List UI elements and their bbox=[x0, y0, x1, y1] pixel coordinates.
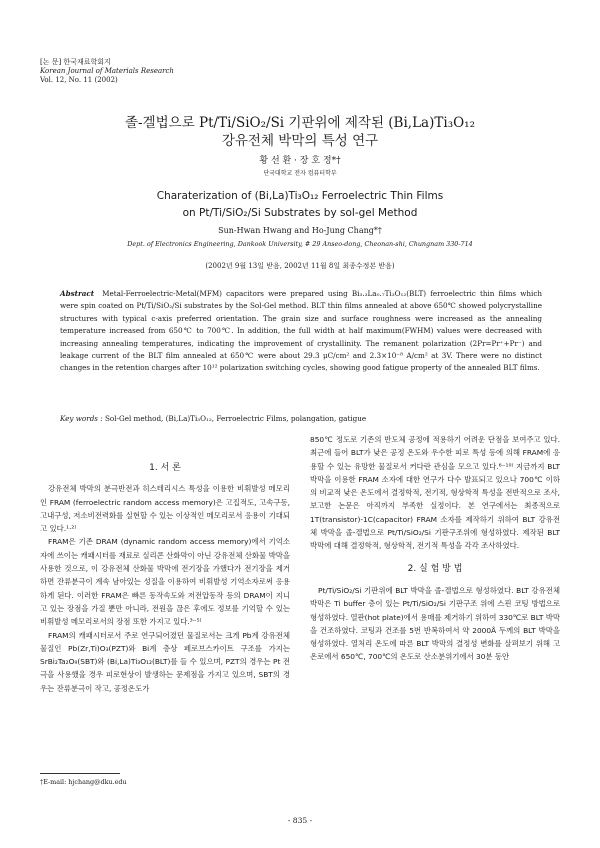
journal-name-en: Korean Journal of Materials Research bbox=[40, 67, 174, 75]
paragraph: FRAM의 캐패시터로서 주로 연구되어졌던 물질로서는 크게 Pb계 강유전체 물질인 Pb(Zr,Ti)O₃(PZT)와 Bi계 층상 페로브스카이트 구조를 가지는 SrBi₂Ta₂O₉(SBT)와 (Bi,La)Ti₃O₁₂(BLT)를 들 수 있으며, PZT의 경우는 Pt 전극을 사용했을 경우 피로현상이 발생하는 문제점을 가지고 있으며, SBT의 경우는 잔류분극이 작고, 공정온도가 bbox=[40, 630, 290, 693]
affiliation-korean: 단국대학교 전자 컴퓨터학부 bbox=[263, 170, 337, 177]
affiliation-english: Dept. of Electronics Engineering, Dankook University, # 29 Anseo-dong, Cheonan-shi, Chungnam 330-714 bbox=[127, 240, 473, 248]
abstract-text: Metal-Ferroelectric-Metal(MFM) capacitors were prepared using Bi₃.₃La₀.₇Ti₃O₁₂(BLT) ferroelectric thin films which were spin coated on Pt/Ti/SiO₂/Si substrates by the Sol-Gel method. BLT thin films annealed at above 650℃ showed polycrystalline structures with typical c-axis preferred orientation. The grain size and surface roughness were increased as the annealing temperature increased from 650℃ to 700℃. In addition, the full width at half maximum(FWHM) values were decreased with increasing annealing temperatures, indicating the improvement of crystallinity. The remanent polarization (2Pr=Pr⁺+Pr⁻) and leakage current of the BLT film annealed at 650℃ were about 29.3 μC/cm² and 2.3×10⁻⁸ A/cm² at 3V. There were no distinct changes in the retention charges after 10¹² polarization switching cycles, showing good fatigue property of the annealed BLT films. bbox=[60, 289, 542, 373]
title-english-line2: on Pt/Ti/SiO₂/Si Substrates by sol-gel Method bbox=[182, 207, 418, 219]
paragraph: FRAM은 기존 DRAM (dynamic random access memory)에서 기억소자에 쓰이는 캐패시터를 재료로 실리콘 산화막이 아닌 강유전체 산화물 박막을 사용한 것으로, 이 강유전체 산화물 박막에 전기장을 가했다가 전기장을 제거하면 잔류분극이 계속 남아있는 성질을 이용하여 비휘발성 기억소자로써 응용하게 된다. 이러한 FRAM은 빠른 동작속도와 저전압동작 등의 DRAM이 지니고 있는 장점을 가질 뿐만 아니라, 전원을 끊은 후에도 정보를 기억할 수 있는 비휘발성 메모리로서의 장점 또한 가지고 있다.³⁻⁵⁾ bbox=[40, 537, 290, 627]
corresponding-email: †E-mail: hjchang@dku.edu bbox=[40, 778, 127, 786]
authors-english: Sun-Hwan Hwang and Ho-Jung Chang*† bbox=[218, 226, 382, 235]
paragraph: 강유전체 박막의 분극반전과 히스테리시스 특성을 이용한 비휘발성 메모리인 FRAM (ferroelectric random access memory)은 고집적도, 고속구동, 고내구성, 저소비전력화를 실현할 수 있는 이상적인 메모리로서 응용이 기대되고 있다.¹·²⁾ bbox=[40, 484, 290, 534]
keywords-label: Key words : bbox=[60, 414, 103, 423]
received-dates: (2002년 9월 13일 받음, 2002년 11월 8일 최종수정본 받음) bbox=[205, 262, 395, 270]
abstract bbox=[60, 288, 542, 375]
right-column bbox=[310, 433, 560, 664]
paragraph: Pt/Ti/SiO₂/Si 기판위에 BLT 박막을 졸-겔법으로 형성하였다. BLT 강유전체 박막은 Ti buffer 층이 있는 Pt/Ti/SiO₂/Si 기판구조 위에 스핀 코팅 방법으로 형성하였다. 열판(hot plate)에서 용매를 제거하기 위하여 330℃로 BLT 박막을 건조하였다. 코팅과 건조를 5번 반복하여서 약 2000Å 두께의 BLT 박막을 형성하였다. 열처리 온도에 따른 BLT 박막의 결정성 변화를 살펴보기 위해 고온로에서 650℃, 700℃의 온도로 산소분위기에서 30분 동안 bbox=[310, 585, 560, 662]
title-korean bbox=[40, 114, 560, 150]
title-english bbox=[40, 188, 560, 222]
page-number: - 835 - bbox=[287, 816, 313, 825]
journal-header bbox=[40, 58, 174, 85]
left-column bbox=[40, 462, 290, 695]
section-1-heading: 1. 서 론 bbox=[149, 463, 181, 473]
title-english-line1: Charaterization of (Bi,La)Ti₃O₁₂ Ferroelectric Thin Films bbox=[156, 190, 444, 202]
journal-volume: Vol. 12, No. 11 (2002) bbox=[40, 76, 118, 84]
paragraph: 850℃ 정도로 기존의 반도체 공정에 적용하기 어려운 단점을 보여주고 있다. 최근에 들어 BLT가 낮은 공정 온도와 우수한 피로 특성 등에 의해 FRAM에 응용할 수 있는 유망한 물질로서 커다란 관심을 모으고 있다.⁶⁻¹⁰⁾ 지금까지 BLT 박막을 이용한 FRAM 소자에 대한 연구가 다수 발표되고 있으나 700℃ 이하의 비교적 낮은 온도에서 결정학적, 전기적, 형상학적 특성을 전반적으로 조사, 보고한 논문은 아직까지 부족한 실정이다. 본 연구에서는 최종적으로 1T(transistor)-1C(capacitor) FRAM 소자를 제작하기 위하여 BLT 강유전체 박막을 졸-겔법으로 Pt/Ti/SiO₂/Si 기판구조위에 형성하였다. 제작된 BLT 박막에 대해 결정학적, 형상학적, 전기적 특성을 각각 조사하였다. bbox=[310, 435, 560, 551]
section-2-heading: 2. 실 험 방 법 bbox=[407, 563, 463, 574]
journal-name-ko: [논 문] 한국재료학회지 bbox=[40, 58, 111, 66]
authors-korean: 황 선 환 · 장 호 정*† bbox=[259, 156, 341, 166]
abstract-label: Abstract bbox=[60, 289, 95, 298]
title-korean-line1: 졸-겔법으로 Pt/Ti/SiO₂/Si 기판위에 제작된 (Bi,La)Ti₃O₁₂ bbox=[124, 115, 475, 131]
keywords bbox=[60, 414, 542, 423]
footnote-divider bbox=[40, 773, 120, 774]
keywords-text: Sol-Gel method, (Bi,La)Ti₃O₁₂, Ferroelectric Films, polangation, gatigue bbox=[104, 414, 367, 423]
title-korean-line2: 강유전체 박막의 특성 연구 bbox=[221, 133, 379, 149]
